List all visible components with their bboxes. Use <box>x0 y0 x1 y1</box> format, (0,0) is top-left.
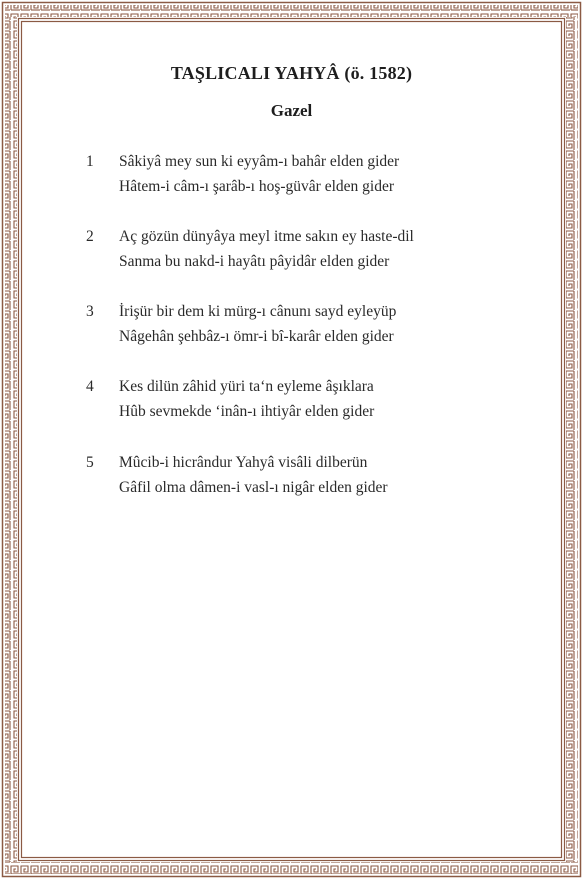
couplet-number: 1 <box>86 153 94 170</box>
couplet-line: Mûcib-i hicrândur Yahyâ visâli dilberün <box>119 454 368 471</box>
couplet-number: 4 <box>86 378 94 395</box>
couplet-number: 5 <box>86 454 94 471</box>
poem-form-heading: Gazel <box>270 101 313 120</box>
poem-page <box>24 24 559 855</box>
couplet-line: Nâgehân şehbâz-ı ömr-i bî-karâr elden gider <box>119 328 394 345</box>
couplet-line: Aç gözün dünyâya meyl itme sakın ey haste-dil <box>119 228 414 245</box>
couplet-line: Hûb sevmekde ‘inân-ı ihtiyâr elden gider <box>119 403 375 420</box>
couplet-line: Kes dilün zâhid yüri ta‘n eyleme âşıklara <box>119 378 374 395</box>
couplet-line: İrişür bir dem ki mürg-ı cânunı sayd eyleyüp <box>119 303 397 320</box>
couplet-number: 2 <box>86 228 94 245</box>
couplet-line: Sanma bu nakd-i hayâtı pâyidâr elden gider <box>119 253 390 270</box>
couplet-number: 3 <box>86 303 94 320</box>
couplet-line: Sâkiyâ mey sun ki eyyâm-ı bahâr elden gider <box>119 153 400 170</box>
couplet-line: Hâtem-i câm-ı şarâb-ı hoş-güvâr elden gider <box>119 178 395 195</box>
couplet-line: Gâfil olma dâmen-i vasl-ı nigâr elden gider <box>119 479 388 496</box>
poem-title: TAŞLICALI YAHYÂ (ö. 1582) <box>170 63 413 83</box>
